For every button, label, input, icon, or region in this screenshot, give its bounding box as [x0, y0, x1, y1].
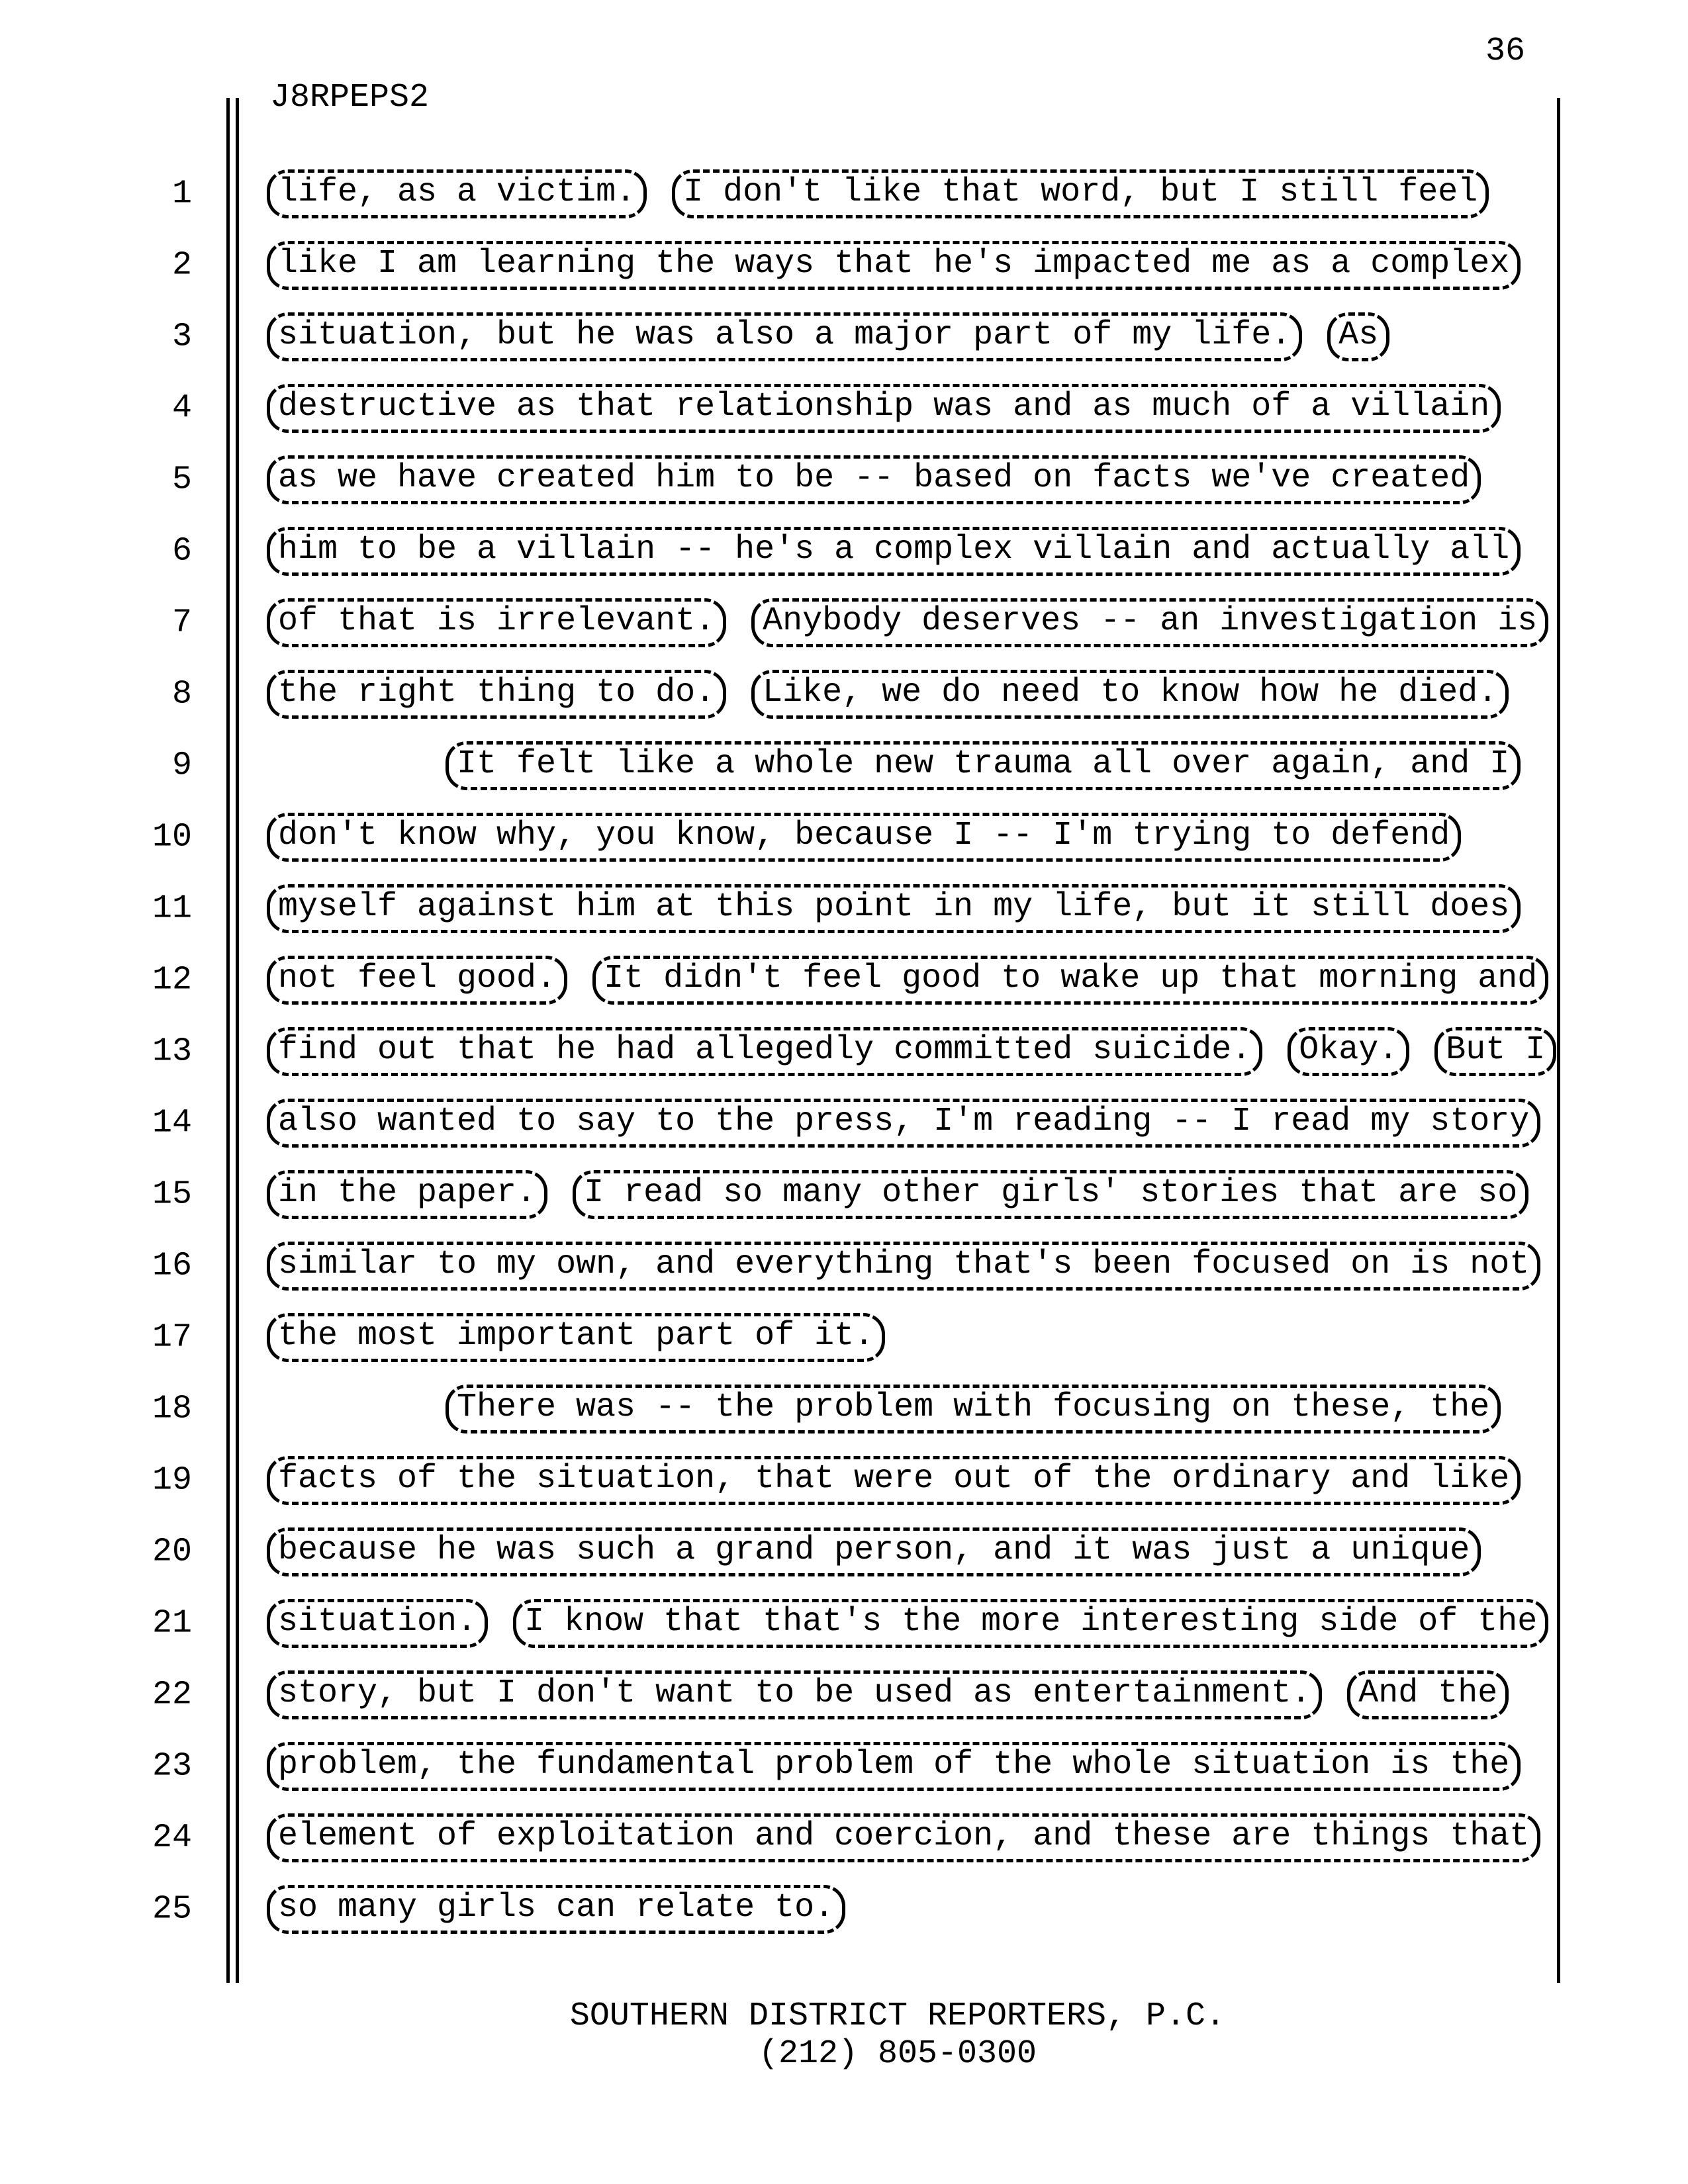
transcript-line [0, 730, 1688, 801]
line-number: 1 [171, 175, 192, 213]
line-number: 19 [152, 1461, 192, 1500]
line-number: 23 [152, 1747, 192, 1786]
transcript-segment: don't know why, you know, because I -- I'm trying to defend [267, 813, 1461, 862]
transcript-segment: There was -- the problem with focusing on these, the [445, 1385, 1501, 1433]
transcript-segment: because he was such a grand person, and it was just a unique [267, 1527, 1481, 1576]
line-number: 4 [171, 389, 192, 428]
line-number: 13 [152, 1032, 192, 1071]
line-number: 6 [171, 532, 192, 570]
transcript-line [0, 1802, 1688, 1874]
line-text [267, 241, 1521, 290]
line-text [267, 884, 1521, 933]
transcript-line [0, 1159, 1688, 1230]
transcript-segment: It didn't feel good to wake up that morning and [592, 956, 1548, 1005]
transcript-line [0, 1445, 1688, 1516]
transcript-line [0, 873, 1688, 944]
transcript-segment: I know that that's the more interesting side of the [513, 1599, 1548, 1648]
transcript-segment: him to be a villain -- he's a complex villain and actually all [267, 527, 1521, 576]
line-number: 25 [152, 1890, 192, 1929]
line-text [267, 1742, 1521, 1791]
line-number: 14 [152, 1104, 192, 1142]
transcript-line [0, 373, 1688, 444]
line-text [267, 169, 1489, 218]
transcript-segment: situation, but he was also a major part of my life. [267, 312, 1302, 361]
transcript-segment: Like, we do need to know how he died. [751, 670, 1509, 719]
line-text [267, 312, 1389, 361]
line-text [267, 1456, 1521, 1505]
line-text [267, 384, 1501, 433]
line-number: 17 [152, 1318, 192, 1357]
transcript-segment: I read so many other girls' stories that are so [573, 1170, 1528, 1219]
transcript-line [0, 944, 1688, 1016]
footer-phone: (212) 805-0300 [758, 2035, 1037, 2073]
transcript-line [0, 301, 1688, 373]
line-text [267, 1885, 845, 1934]
line-text [445, 1385, 1501, 1433]
line-text [267, 1527, 1481, 1576]
line-text [267, 1170, 1528, 1219]
transcript-segment: I don't like that word, but I still feel [672, 169, 1489, 218]
transcript-segment: the right thing to do. [267, 670, 726, 719]
transcript-segment: the most important part of it. [267, 1313, 885, 1362]
transcript-line [0, 1373, 1688, 1445]
line-text [267, 527, 1521, 576]
transcript-line [0, 230, 1688, 301]
page-number: 36 [1485, 32, 1526, 70]
transcript-segment: life, as a victim. [267, 169, 647, 218]
transcript-segment: of that is irrelevant. [267, 598, 726, 647]
line-text [267, 813, 1461, 862]
line-text [267, 598, 1548, 647]
line-text [267, 1813, 1540, 1862]
transcript-line [0, 1874, 1688, 1945]
transcript-line [0, 1516, 1688, 1588]
transcript-segment: not feel good. [267, 956, 567, 1005]
footer-reporter-name: SOUTHERN DISTRICT REPORTERS, P.C. [569, 1997, 1226, 2035]
transcript-segment: It felt like a whole new trauma all over again, and I [445, 741, 1521, 790]
transcript-segment: Anybody deserves -- an investigation is [751, 598, 1548, 647]
transcript-segment: find out that he had allegedly committed suicide. [267, 1027, 1262, 1076]
transcript-segment: also wanted to say to the press, I'm reading -- I read my story [267, 1099, 1540, 1148]
line-text [267, 1670, 1509, 1719]
transcript-segment: like I am learning the ways that he's impacted me as a complex [267, 241, 1521, 290]
line-number: 24 [152, 1819, 192, 1857]
transcript-segment: facts of the situation, that were out of the ordinary and like [267, 1456, 1521, 1505]
transcript-segment: in the paper. [267, 1170, 547, 1219]
footer [266, 1997, 1529, 2073]
transcript-segment: But I [1434, 1027, 1556, 1076]
transcript-segment: similar to my own, and everything that's been focused on is not [267, 1242, 1540, 1291]
line-number: 7 [171, 604, 192, 642]
line-text [267, 1313, 885, 1362]
transcript-segment: Okay. [1288, 1027, 1409, 1076]
line-text [267, 1099, 1540, 1148]
line-number: 11 [152, 889, 192, 928]
line-text [267, 455, 1481, 504]
line-number: 12 [152, 961, 192, 999]
transcript-segment: so many girls can relate to. [267, 1885, 845, 1934]
transcript-line [0, 587, 1688, 659]
line-number: 3 [171, 318, 192, 356]
line-text [267, 1242, 1540, 1291]
line-number: 5 [171, 461, 192, 499]
line-text [267, 956, 1548, 1005]
transcript-line [0, 801, 1688, 873]
header-code: J8RPEPS2 [270, 79, 430, 116]
transcript-line [0, 158, 1688, 230]
transcript-segment: element of exploitation and coercion, and these are things that [267, 1813, 1540, 1862]
line-text [267, 1599, 1548, 1648]
transcript-segment: situation. [267, 1599, 488, 1648]
transcript-line [0, 444, 1688, 516]
line-number: 20 [152, 1533, 192, 1571]
transcript-line [0, 516, 1688, 587]
transcript-line [0, 1087, 1688, 1159]
transcript-segment: As [1327, 312, 1389, 361]
line-number: 9 [171, 747, 192, 785]
transcript-line [0, 1731, 1688, 1802]
transcript-segment: problem, the fundamental problem of the whole situation is the [267, 1742, 1521, 1791]
line-number: 2 [171, 246, 192, 285]
transcript-line [0, 1016, 1688, 1087]
line-text [267, 670, 1509, 719]
transcript-segment: myself against him at this point in my life, but it still does [267, 884, 1521, 933]
line-number: 21 [152, 1604, 192, 1643]
line-number: 16 [152, 1247, 192, 1285]
transcript-segment: story, but I don't want to be used as entertainment. [267, 1670, 1322, 1719]
transcript-line [0, 1659, 1688, 1731]
transcript-segment: And the [1347, 1670, 1509, 1719]
line-number: 22 [152, 1676, 192, 1714]
transcript-line [0, 659, 1688, 730]
transcript-line [0, 1230, 1688, 1302]
transcript-line [0, 1302, 1688, 1373]
line-number: 10 [152, 818, 192, 856]
transcript-segment: as we have created him to be -- based on facts we've created [267, 455, 1481, 504]
transcript-segment: destructive as that relationship was and as much of a villain [267, 384, 1501, 433]
line-number: 8 [171, 675, 192, 713]
line-number: 15 [152, 1175, 192, 1214]
line-text [445, 741, 1521, 790]
transcript-line [0, 1588, 1688, 1659]
line-text [267, 1027, 1556, 1076]
line-number: 18 [152, 1390, 192, 1428]
